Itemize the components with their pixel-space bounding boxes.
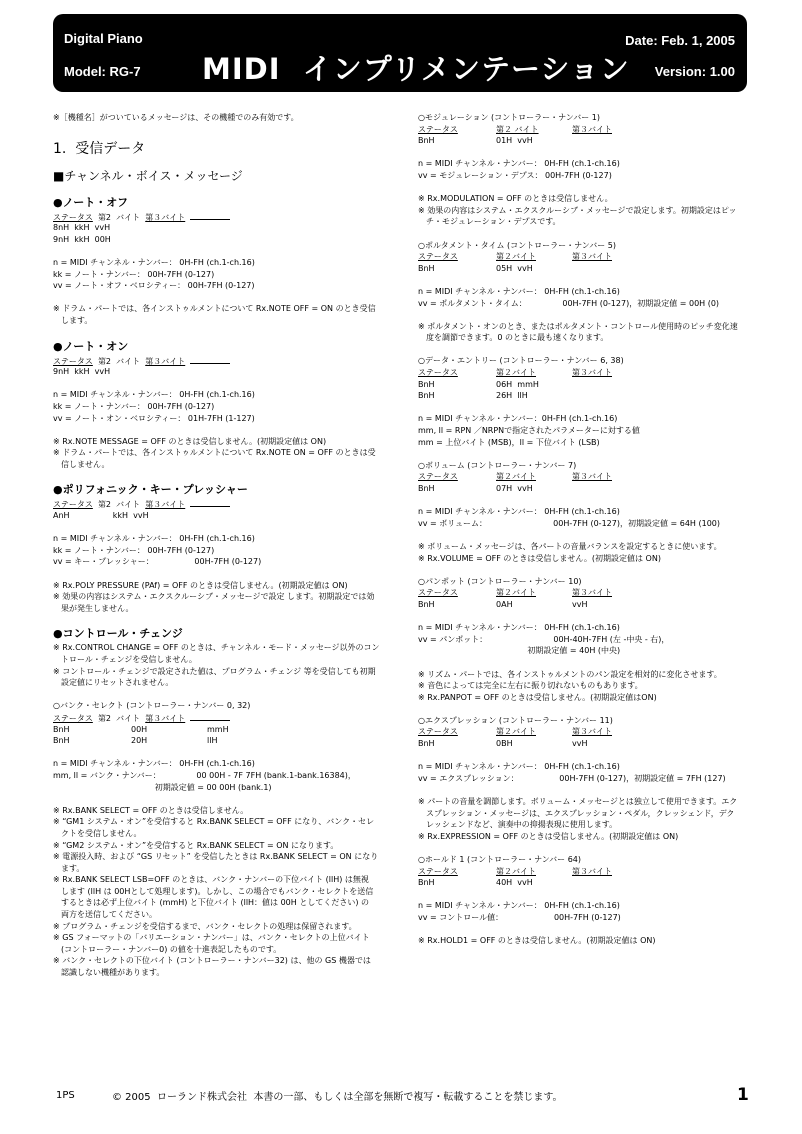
note-line: ※ Rx.BANK SELECT LSB=OFF のときは、バンク・ナンバーの下位バイト (llH) は無視 xyxy=(53,875,369,885)
note-line: ※ “GM1 システム・オン”を受信すると Rx.BANK SELECT = OFF になり、バンク・セレ xyxy=(53,817,375,827)
status-row: 9nH kkH vvH xyxy=(53,367,111,377)
model-name: Model: RG-7 xyxy=(64,64,141,79)
status-row: BnH 01H vvH xyxy=(418,136,533,146)
product-category: Digital Piano xyxy=(64,31,143,46)
definition-line: mm = 上位バイト (MSB)，ll = 下位バイト (LSB) xyxy=(418,437,600,447)
note-line: (コントローラー・ナンバー0) の値を十進表記したものです。 xyxy=(61,944,282,954)
note-line: ※ Rx.VOLUME = OFF のときは受信しません。(初期設定値は ON) xyxy=(418,553,661,563)
definition-line: n = MIDI チャンネル・ナンバー： 0H-FH (ch.1-ch.16) xyxy=(53,759,255,769)
document-code: 1PS xyxy=(56,1090,75,1101)
definition-line: 初期設定値 = 00 00H (bank.1) xyxy=(53,782,272,792)
status-row: BnH 07H vvH xyxy=(418,484,533,493)
definition-line: n = MIDI チャンネル・ナンバー： 0H-FH (ch.1-ch.16) xyxy=(53,534,255,544)
definition-line: mm, ll = RPN ／NRPNで指定されたパラメーターに対する値 xyxy=(418,426,640,436)
note-line: ※ Rx.HOLD1 = OFF のときは受信しません。(初期設定値は ON) xyxy=(418,936,656,946)
definition-line: vv = ポルタメント・タイム： 00H-7FH (0-127)，初期設定値 = 00H (0) xyxy=(418,298,720,308)
page-header xyxy=(53,14,747,92)
status-row: BnH 26H llH xyxy=(418,391,528,401)
status-row: BnH 20H llH xyxy=(53,736,218,746)
note-line: ※ プログラム・チェンジを受信するまで、バンク・セレクトの処理は保留されます。 xyxy=(53,921,357,931)
definition-line: 初期設定値 = 40H (中央) xyxy=(418,646,621,656)
note-line: 両方を送信してください。 xyxy=(61,910,157,920)
note-line: ※ Rx.EXPRESSION = OFF のときは受信しません。(初期設定値は ON) xyxy=(418,831,679,841)
status-header: ステータス 第２バイト 第３バイト xyxy=(418,252,612,262)
note-line: します。 xyxy=(61,315,93,325)
status-row: 8nH kkH vvH xyxy=(53,223,111,233)
note-line: ※ ボリューム・メッセージは、各パートの音量バランスを設定するときに使います。 xyxy=(418,541,722,551)
note-line: トロール・チェンジを受信しません。 xyxy=(61,655,197,664)
modulation-title: ○モジュレーション (コントローラー・ナンバー 1) xyxy=(418,113,600,122)
definition-line: vv = ノート・オン・ベロシティー： 01H-7FH (1-127) xyxy=(53,413,255,423)
note-off-title: ●ノート・オフ xyxy=(53,195,128,209)
definition-line: vv = コントロール値： 00H-7FH (0-127) xyxy=(418,912,621,922)
definition-line: vv = パンポット： 00H-40H-7FH (左 -中央 - 右)， xyxy=(418,634,670,644)
status-header: ステータス 第２バイト 第３バイト xyxy=(418,368,612,378)
page-number: 1 xyxy=(737,1085,749,1105)
definition-line: vv = ノート・オフ・ベロシティー： 00H-7FH (0-127) xyxy=(53,281,255,291)
note-line: ※ 電源投入時、および “GS リセット” を受信したときは Rx.BANK SELECT = ON になり xyxy=(53,852,379,862)
definition-line: vv = エクスプレッション： 00H-7FH (0-127)，初期設定値 = 7FH (127) xyxy=(418,773,726,783)
control-change-title: ●コントロール・チェンジ xyxy=(53,627,183,641)
note-line: 設定値にリセットされません。 xyxy=(61,678,174,688)
note-line: するときは必ず上位バイト (mmH) と下位バイト (llH：値は 00H としてください) の xyxy=(61,898,369,908)
note-line: 信しません。 xyxy=(61,459,110,469)
definition-line: vv = キー・プレッシャー： 00H-7FH (0-127) xyxy=(53,557,262,567)
note-line: ※ Rx.MODULATION = OFF のときは受信しません。 xyxy=(418,194,613,204)
note-line: ※ Rx.POLY PRESSURE (PAf) = OFF のときは受信しません。(初期設定値は ON) xyxy=(53,580,348,590)
status-row: 9nH kkH 00H xyxy=(53,234,111,244)
definition-line: n = MIDI チャンネル・ナンバー： 0H-FH (ch.1-ch.16) xyxy=(418,286,620,296)
note-line: 認識しない機種があります。 xyxy=(61,968,165,978)
expression-title: ○エクスプレッション (コントローラー・ナンバー 11) xyxy=(418,715,613,725)
definition-line: n = MIDI チャンネル・ナンバー： 0H-FH (ch.1-ch.16) xyxy=(418,762,620,772)
definition-line: n = MIDI チャンネル・ナンバー： 0H-FH (ch.1-ch.16) xyxy=(418,623,620,633)
definition-line: kk = ノート・ナンバー： 00H-7FH (0-127) xyxy=(53,269,215,279)
note-line: ※ 音色によっては完全に左右に振り切れないものもあります。 xyxy=(418,681,643,691)
definition-line: vv = ボリューム： 00H-7FH (0-127)，初期設定値 = 64H (100) xyxy=(418,518,720,528)
data-entry-title: ○データ・エントリー (コントローラー・ナンバー 6, 38) xyxy=(418,356,624,366)
note-line: ※ ドラム・パートでは、各インストゥルメントについて Rx.NOTE ON = OFF のときは受 xyxy=(53,448,376,458)
status-row: BnH 06H mmH xyxy=(418,379,539,389)
note-line: ※ コントロール・チェンジで設定された値は、プログラム・チェンジ 等を受信しても初期 xyxy=(53,666,376,676)
note-line: レッシェンドなど、演奏中の抑揚表現に使用します。 xyxy=(426,820,618,830)
note-line: ※ GS フォーマットの「バリエーション・ナンバー」は、バンク・セレクトの上位バイト xyxy=(53,933,370,943)
hold-title: ○ホールド 1 (コントローラー・ナンバー 64) xyxy=(418,855,581,864)
note-line: ※ パートの音量を調節します。ボリューム・メッセージとは独立して使用できます。エク xyxy=(418,797,738,807)
status-row: BnH 40H vvH xyxy=(418,878,533,888)
note-line: ※ 効果の内容はシステム・エクスクルーシブ・メッセージで設定 します。初期設定では効 xyxy=(53,592,375,602)
definition-line: kk = ノート・ナンバー： 00H-7FH (0-127) xyxy=(53,401,215,411)
page-title: MIDI インプリメンテーション xyxy=(202,52,630,86)
definition-line: n = MIDI チャンネル・ナンバー： 0H-FH (ch.1-ch.16) xyxy=(418,159,620,169)
status-header: ステータス 第2 バイト 第３バイト xyxy=(53,712,398,724)
panpot-title: ○パンポット (コントローラー・ナンバー 10) xyxy=(418,576,582,586)
definition-line: n = MIDI チャンネル・ナンバー： 0H-FH (ch.1-ch.16) xyxy=(418,507,620,517)
bank-select-title: ○バンク・セレクト (コントローラー・ナンバー 0, 32) xyxy=(53,701,251,711)
note-line: ※ Rx.BANK SELECT = OFF のときは受信しません。 xyxy=(53,805,249,815)
note-line: 果が発生しません。 xyxy=(61,603,134,613)
note-line: 度を調節できます。0 のときに最も速くなります。 xyxy=(426,333,609,343)
note-line: ※ リズム・パートでは、各インストゥルメントのパン設定を相対的に変化させます。 xyxy=(418,669,722,679)
status-row: AnH kkH vvH xyxy=(53,511,149,521)
note-line: ます。 xyxy=(61,863,85,873)
left-column xyxy=(53,112,398,979)
subsection-title: ■チャンネル・ボイス・メッセージ xyxy=(53,168,243,183)
copyright-notice: © 2005 ローランド株式会社 本書の一部、もしくは全部を無断で複写・転載することを禁じます。 xyxy=(112,1092,563,1103)
definition-line: n = MIDI チャンネル・ナンバー： 0H-FH (ch.1-ch.16) xyxy=(418,901,620,911)
note-line: ※ Rx.NOTE MESSAGE = OFF のときは受信しません。(初期設定値は ON) xyxy=(53,436,327,446)
volume-title: ○ボリューム (コントローラー・ナンバー 7) xyxy=(418,460,577,470)
status-row: BnH 0BH vvH xyxy=(418,739,588,749)
status-header: ステータス 第2 バイト 第３バイト xyxy=(53,498,398,510)
status-header: ステータス 第２バイト 第３バイト xyxy=(418,866,612,876)
right-column xyxy=(418,112,753,947)
status-row: BnH 00H mmH xyxy=(53,724,229,734)
definition-line: vv = モジュレーション・デプス： 00H-7FH (0-127) xyxy=(418,170,612,180)
note-line: ※ ポルタメント・オンのとき、またはポルタメント・コントロール使用時のピッチ変化速 xyxy=(418,321,738,331)
note-line: クトを受信しません。 xyxy=(61,828,142,838)
note-line: します (llH は 00Hとして処理します)。しかし、この場合でもバンク・セレクトを送信 xyxy=(61,886,374,896)
definition-line: n = MIDI チャンネル・ナンバー： 0H-FH (ch.1-ch.16) xyxy=(53,257,255,267)
status-header: ステータス 第２ バイト 第３バイト xyxy=(418,124,612,134)
status-header: ステータス 第２バイト 第３バイト xyxy=(418,727,612,737)
note-line: ※ 効果の内容はシステム・エクスクルーシブ・メッセージで設定します。初期設定はピッ xyxy=(418,205,737,215)
note-line: スプレッション・メッセージは、エクスプレッション・ペダル，クレッシェンド，デク xyxy=(426,808,735,818)
note-on-title: ●ノート・オン xyxy=(53,339,129,353)
portamento-title: ○ポルタメント・タイム (コントローラー・ナンバー 5) xyxy=(418,240,616,250)
poly-pressure-title: ●ポリフォニック・キー・プレッシャー xyxy=(53,483,248,497)
note-line: ※ ドラム・パートでは、各インストゥルメントについて Rx.NOTE OFF = ON のとき受信 xyxy=(53,304,376,314)
model-note: ※［機種名］がついているメッセージは、その機種でのみ有効です。 xyxy=(53,113,299,122)
note-line: チ・モジュレーション・デプスです。 xyxy=(426,217,561,227)
status-header: ステータス 第2 バイト 第３バイト xyxy=(53,211,398,223)
definition-line: n = MIDI チャンネル・ナンバー： 0H-FH (ch.1-ch.16) xyxy=(53,390,255,400)
status-header: ステータス 第２バイト 第３バイト xyxy=(418,472,612,482)
status-row: BnH 05H vvH xyxy=(418,263,533,273)
status-header: ステータス 第2 バイト 第３バイト xyxy=(53,355,398,367)
note-line: ※ Rx.PANPOT = OFF のときは受信しません。(初期設定値はON) xyxy=(418,692,657,702)
document-version: Version: 1.00 xyxy=(654,64,735,79)
note-line: ※ バンク・セレクトの下位バイト (コントローラー・ナンバー32) は、他の GS 機器では xyxy=(53,956,371,966)
definition-line: kk = ノート・ナンバー： 00H-7FH (0-127) xyxy=(53,545,215,555)
document-date: Date: Feb. 1, 2005 xyxy=(625,33,735,48)
section-title: 1. 受信データ xyxy=(53,140,146,157)
definition-line: n = MIDI チャンネル・ナンバー：0H-FH (ch.1-ch.16) xyxy=(418,414,618,424)
note-line: ※ “GM2 システム・オン”を受信すると Rx.BANK SELECT = ON になります。 xyxy=(53,840,339,850)
status-header: ステータス 第２バイト 第３バイト xyxy=(418,588,612,598)
definition-line: mm, ll = バンク・ナンバー： 00 00H - 7F 7FH (bank.1-bank.16384)， xyxy=(53,770,356,780)
note-line: ※ Rx.CONTROL CHANGE = OFF のときは、チャンネル・モード・メッセージ以外のコン xyxy=(53,643,380,653)
status-row: BnH 0AH vvH xyxy=(418,599,588,609)
